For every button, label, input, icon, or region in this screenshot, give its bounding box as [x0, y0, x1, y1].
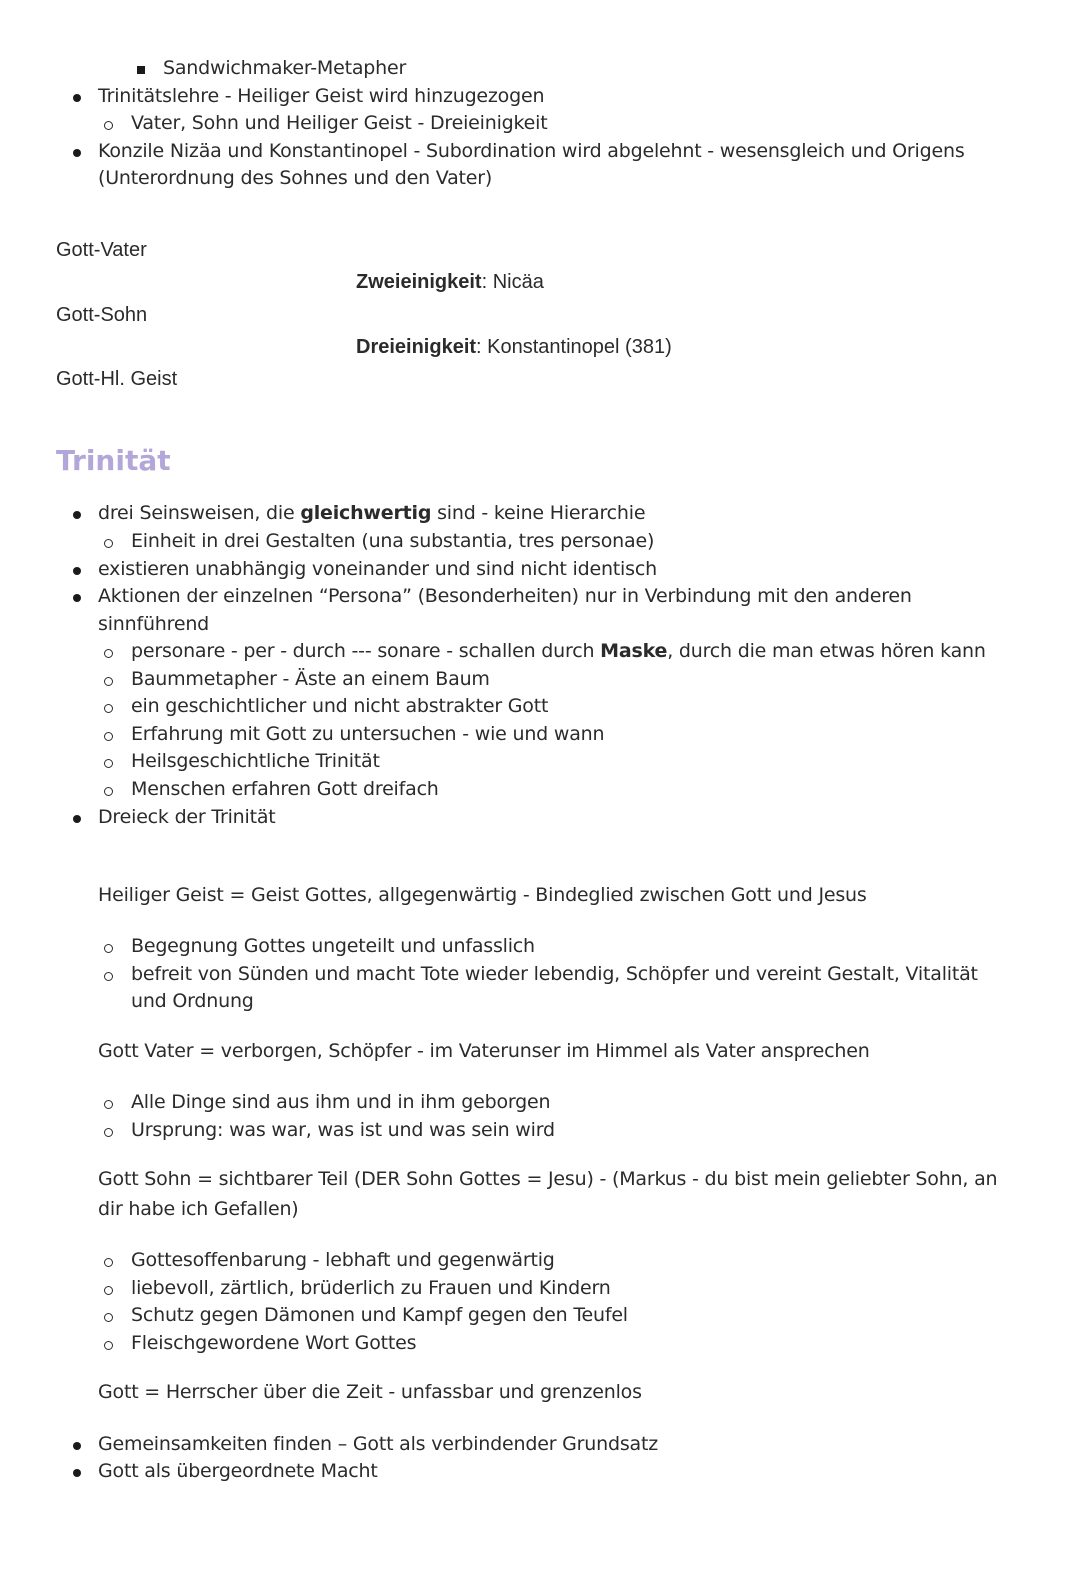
bold-maske: Maske: [600, 640, 668, 662]
sohn-subitem-1: Gottesoffenbarung - lebhaft und gegenwärtig: [131, 1249, 555, 1271]
text-fragment: , durch die man etwas hören kann: [667, 640, 986, 662]
square-bullet-icon: [137, 66, 145, 74]
bullet-icon: [73, 149, 81, 157]
circle-bullet-icon: [104, 1128, 113, 1137]
geist-subitem-2-line1: befreit von Sünden und macht Tote wieder lebendig, Schöpfer und vereint Gestalt, Vitalität: [131, 963, 978, 985]
dreieinigkeit-line: [356, 334, 672, 361]
persona-item-line2: sinnführend: [98, 613, 210, 635]
vater-subitem-2: Ursprung: was war, was ist und was sein wird: [131, 1119, 555, 1141]
einheit-subitem: Einheit in drei Gestalten (una substantia, tres personae): [131, 530, 655, 552]
dreieinigkeit-value: : Konstantinopel (381): [476, 336, 672, 358]
circle-bullet-icon: [104, 704, 113, 713]
circle-bullet-icon: [104, 1100, 113, 1109]
row-gott-vater: Gott-Vater: [56, 239, 147, 261]
circle-bullet-icon: [104, 732, 113, 741]
gott-vater-definition: Gott Vater = verborgen, Schöpfer - im Vaterunser im Himmel als Vater ansprechen: [98, 1040, 870, 1062]
circle-bullet-icon: [104, 1341, 113, 1350]
bold-gleichwertig: gleichwertig: [300, 502, 432, 524]
circle-bullet-icon: [104, 1258, 113, 1267]
unabhaengig-item: existieren unabhängig voneinander und sind nicht identisch: [98, 558, 657, 580]
geschichtlich-subitem: ein geschichtlicher und nicht abstrakter Gott: [131, 695, 549, 717]
dreieck-item: Dreieck der Trinität: [98, 806, 276, 828]
row-gott-sohn: Gott-Sohn: [56, 304, 148, 326]
bullet-icon: [73, 815, 81, 823]
heiliger-geist-definition: Heiliger Geist = Geist Gottes, allgegenwärtig - Bindeglied zwischen Gott und Jesus: [98, 884, 867, 906]
gott-sohn-definition-line1: Gott Sohn = sichtbarer Teil (DER Sohn Gottes = Jesu) - (Markus - du bist mein geliebter Sohn, an: [98, 1168, 998, 1190]
text-fragment: personare - per - durch --- sonare - schallen durch: [131, 640, 601, 662]
dreieinigkeit-subitem: Vater, Sohn und Heiliger Geist - Dreieinigkeit: [131, 112, 548, 134]
section-heading-trinitaet: Trinität: [56, 444, 171, 477]
sohn-subitem-3: Schutz gegen Dämonen und Kampf gegen den Teufel: [131, 1304, 628, 1326]
circle-bullet-icon: [104, 539, 113, 548]
circle-bullet-icon: [104, 759, 113, 768]
konzile-item-line1: Konzile Nizäa und Konstantinopel - Subordination wird abgelehnt - wesensgleich und Origens: [98, 140, 965, 162]
gott-sohn-definition-line2: dir habe ich Gefallen): [98, 1198, 299, 1220]
text-fragment: sind - keine Hierarchie: [431, 502, 646, 524]
sohn-subitem-4: Fleischgewordene Wort Gottes: [131, 1332, 417, 1354]
heilsgeschichtlich-subitem: Heilsgeschichtliche Trinität: [131, 750, 380, 772]
dreieinigkeit-label: Dreieinigkeit: [356, 336, 477, 358]
bullet-icon: [73, 594, 81, 602]
circle-bullet-icon: [104, 121, 113, 130]
bullet-icon: [73, 567, 81, 575]
zweieinigkeit-line: [356, 269, 544, 296]
bullet-icon: [73, 94, 81, 102]
circle-bullet-icon: [104, 787, 113, 796]
circle-bullet-icon: [104, 1313, 113, 1322]
geist-subitem-2-line2: und Ordnung: [131, 990, 254, 1012]
zweieinigkeit-value: : Nicäa: [481, 271, 544, 293]
gemeinsamkeiten-item: Gemeinsamkeiten finden – Gott als verbindender Grundsatz: [98, 1433, 658, 1455]
circle-bullet-icon: [104, 677, 113, 686]
macht-item: Gott als übergeordnete Macht: [98, 1460, 378, 1482]
gott-definition: Gott = Herrscher über die Zeit - unfassbar und grenzenlos: [98, 1381, 642, 1403]
text-fragment: drei Seinsweisen, die: [98, 502, 301, 524]
dreifach-subitem: Menschen erfahren Gott dreifach: [131, 778, 439, 800]
circle-bullet-icon: [104, 972, 113, 981]
seinsweisen-item: [98, 500, 645, 527]
trinitaetslehre-item: Trinitätslehre - Heiliger Geist wird hinzugezogen: [98, 85, 545, 107]
persona-item-line1: Aktionen der einzelnen “Persona” (Besonderheiten) nur in Verbindung mit den anderen: [98, 585, 912, 607]
baummetapher-subitem: Baummetapher - Äste an einem Baum: [131, 668, 490, 690]
sandwich-metaphor-item: Sandwichmaker-Metapher: [163, 57, 407, 79]
row-gott-geist: Gott-Hl. Geist: [56, 368, 178, 390]
personare-subitem: [131, 638, 986, 665]
circle-bullet-icon: [104, 944, 113, 953]
circle-bullet-icon: [104, 1286, 113, 1295]
konzile-item-line2: (Unterordnung des Sohnes und den Vater): [98, 167, 493, 189]
vater-subitem-1: Alle Dinge sind aus ihm und in ihm geborgen: [131, 1091, 551, 1113]
zweieinigkeit-label: Zweieinigkeit: [356, 271, 482, 293]
circle-bullet-icon: [104, 649, 113, 658]
bullet-icon: [73, 511, 81, 519]
bullet-icon: [73, 1469, 81, 1477]
sohn-subitem-2: liebevoll, zärtlich, brüderlich zu Frauen und Kindern: [131, 1277, 611, 1299]
geist-subitem-1: Begegnung Gottes ungeteilt und unfasslich: [131, 935, 535, 957]
erfahrung-subitem: Erfahrung mit Gott zu untersuchen - wie und wann: [131, 723, 605, 745]
bullet-icon: [73, 1442, 81, 1450]
